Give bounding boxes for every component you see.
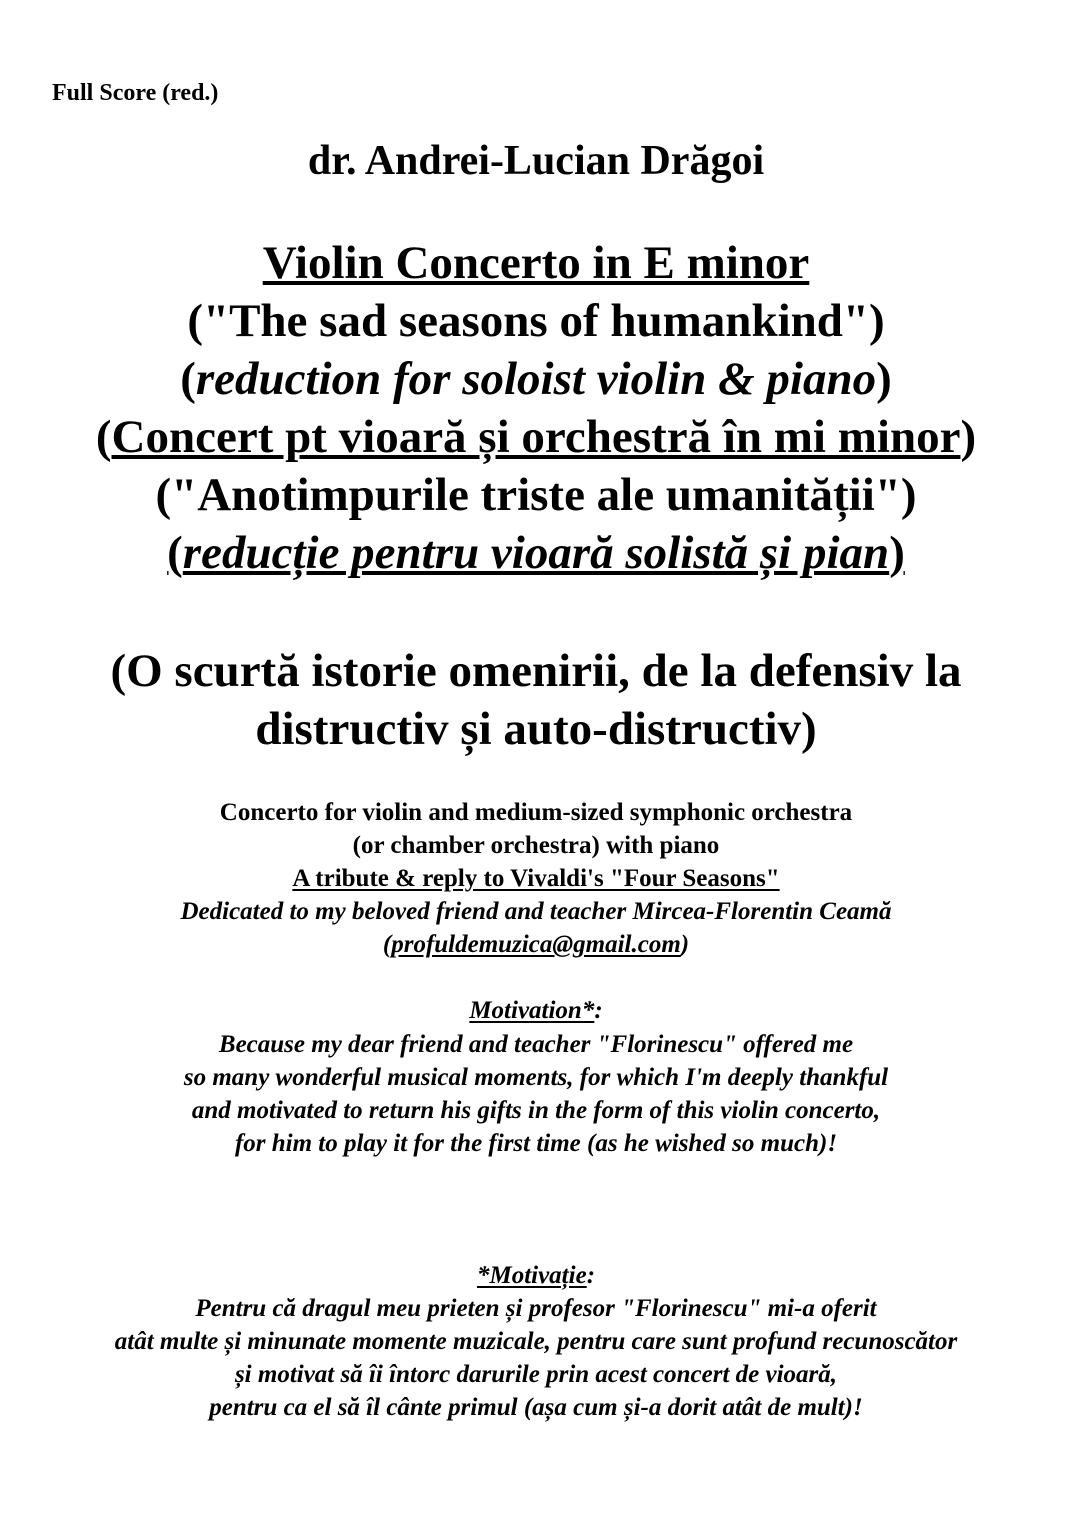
- email-link[interactable]: profuldemuzica@gmail.com: [391, 931, 681, 958]
- motivation-ro-line: și motivat să îi întorc darurile prin acest concert de vioară,: [234, 1361, 838, 1388]
- motivation-ro-colon: :: [586, 1262, 596, 1289]
- reduction-ro-close: ): [889, 527, 905, 579]
- composer-name: dr. Andrei-Lucian Drăgoi: [307, 138, 765, 184]
- title-ro: [0, 408, 1072, 466]
- motivation-ro-line: pentru ca el să îl cânte primul (așa cum și-a dorit atât de mult)!: [209, 1394, 863, 1421]
- tribute-line: A tribute & reply to Vivaldi's "Four Seasons": [292, 865, 780, 892]
- motivation-ro-line: Pentru că dragul meu prieten și profesor "Florinescu" mi-a oferit: [195, 1295, 877, 1322]
- motivation-en-heading: [0, 994, 1072, 1027]
- title-ro-close: ): [960, 411, 977, 463]
- title-ro-text: Concert pt vioară și orchestră în mi minor: [111, 411, 961, 463]
- email-close: ): [680, 931, 690, 958]
- reduction-en-text: reduction for soloist violin & piano: [195, 353, 877, 405]
- title-ro-open: (: [95, 411, 112, 463]
- motivation-ro-title: *Motivație: [476, 1262, 587, 1289]
- description-line-2: (or chamber orchestra) with piano: [352, 832, 720, 859]
- reduction-ro-open: (: [167, 527, 183, 579]
- email-open: (: [382, 931, 392, 958]
- reduction-en: [0, 350, 1072, 408]
- reduction-ro-text: reducție pentru vioară solistă și pian: [182, 527, 890, 579]
- score-label: Full Score (red.): [52, 80, 219, 106]
- motivation-en-line: for him to play it for the first time (as he wished so much)!: [234, 1130, 838, 1157]
- motivation-ro-heading: [0, 1259, 1072, 1292]
- motivation-ro-line: atât multe și minunate momente muzicale, pentru care sunt profund recunoscător: [114, 1328, 958, 1355]
- description-line-1: Concerto for violin and medium-sized symphonic orchestra: [219, 799, 853, 826]
- dedication-line: Dedicated to my beloved friend and teacher Mircea-Florentin Ceamă: [180, 898, 892, 925]
- title-en: [0, 234, 1072, 292]
- history-line-2: distructiv și auto-distructiv): [255, 703, 817, 755]
- subtitle-en: ("The sad seasons of humankind"): [187, 295, 885, 347]
- reduction-en-open: (: [180, 353, 196, 405]
- reduction-en-close: ): [876, 353, 892, 405]
- motivation-en-colon: :: [594, 997, 603, 1024]
- subtitle-ro: ("Anotimpurile triste ale umanității"): [155, 469, 917, 521]
- reduction-ro: [0, 524, 1072, 582]
- motivation-en-line: Because my dear friend and teacher "Florinescu" offered me: [218, 1031, 854, 1058]
- title-en-text: Violin Concerto in E minor: [262, 237, 810, 289]
- motivation-en-title: Motivation*: [469, 997, 595, 1024]
- motivation-en-line: so many wonderful musical moments, for which I'm deeply thankful: [183, 1064, 889, 1091]
- history-line-1: (O scurtă istorie omenirii, de la defensiv la: [110, 645, 962, 697]
- motivation-en-line: and motivated to return his gifts in the form of this violin concerto,: [191, 1097, 881, 1124]
- email-line: [0, 928, 1072, 961]
